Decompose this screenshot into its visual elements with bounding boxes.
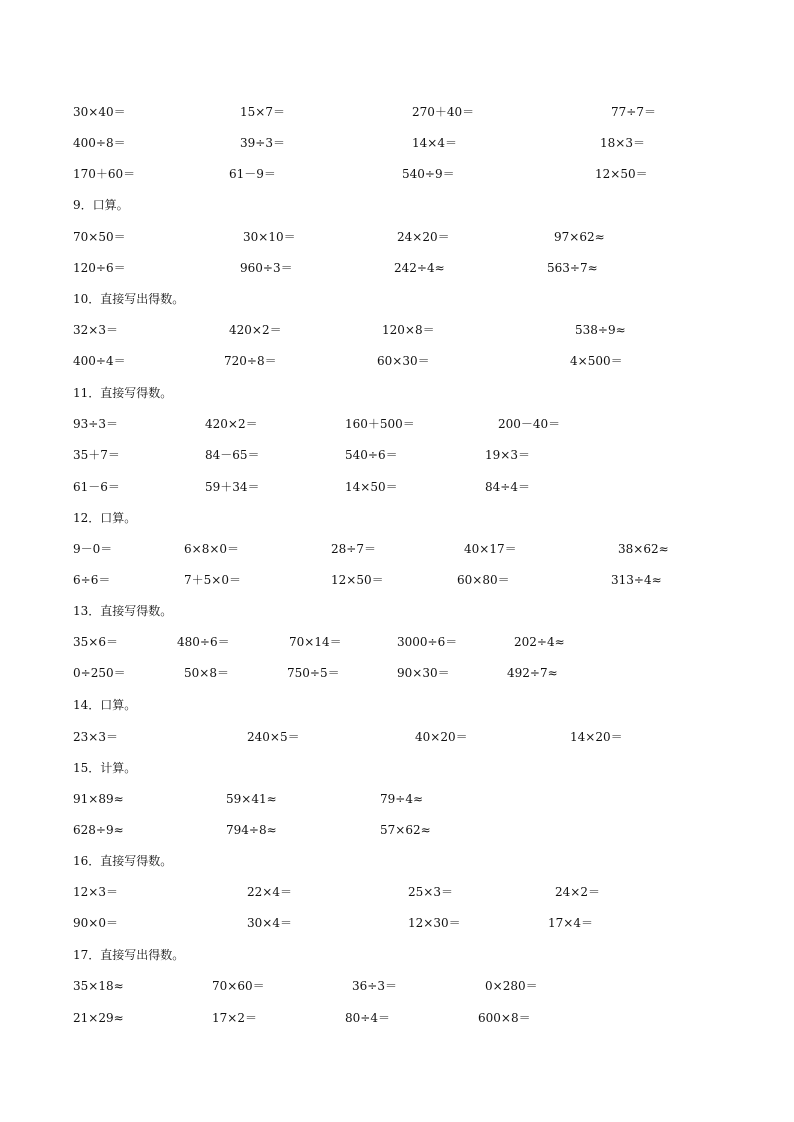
problem: 240×5＝ xyxy=(247,730,300,744)
section-title: 15．计算。 xyxy=(73,761,137,775)
problem: 120÷6＝ xyxy=(73,261,126,275)
problem-row xyxy=(0,882,794,902)
problem-row xyxy=(0,913,794,933)
problem: 32×3＝ xyxy=(73,323,118,337)
problem: 79÷4≈ xyxy=(380,792,424,806)
section-title: 17．直接写出得数。 xyxy=(73,948,185,962)
problem: 59＋34＝ xyxy=(205,480,260,494)
problem: 400÷4＝ xyxy=(73,354,126,368)
problem: 24×2＝ xyxy=(555,885,600,899)
problem: 160＋500＝ xyxy=(345,417,415,431)
problem: 15×7＝ xyxy=(240,105,285,119)
problem: 84÷4＝ xyxy=(485,480,530,494)
problem: 59×41≈ xyxy=(226,792,277,806)
problem: 794÷8≈ xyxy=(226,823,277,837)
problem-row xyxy=(0,102,794,122)
problem: 84－65＝ xyxy=(205,448,260,462)
problem-row xyxy=(0,539,794,559)
problem: 17×4＝ xyxy=(548,916,593,930)
problem: 242÷4≈ xyxy=(394,261,445,275)
section-title: 12．口算。 xyxy=(73,511,137,525)
section-title: 13．直接写得数。 xyxy=(73,604,173,618)
problem: 77÷7＝ xyxy=(611,105,656,119)
problem: 540÷9＝ xyxy=(402,167,455,181)
problem: 540÷6＝ xyxy=(345,448,398,462)
problem: 492÷7≈ xyxy=(507,666,558,680)
problem: 60×80＝ xyxy=(457,573,510,587)
problem: 4×500＝ xyxy=(570,354,623,368)
section-title: 14．口算。 xyxy=(73,698,137,712)
problem: 70×14＝ xyxy=(289,635,342,649)
problem: 600×8＝ xyxy=(478,1011,531,1025)
problem-row xyxy=(0,445,794,465)
problem-row xyxy=(0,258,794,278)
problem: 97×62≈ xyxy=(554,230,605,244)
problem-row xyxy=(0,1008,794,1028)
problem-row xyxy=(0,570,794,590)
problem: 628÷9≈ xyxy=(73,823,124,837)
problem: 6÷6＝ xyxy=(73,573,111,587)
problem: 23×3＝ xyxy=(73,730,118,744)
problem: 12×50＝ xyxy=(331,573,384,587)
problem: 7＋5×0＝ xyxy=(184,573,241,587)
problem: 960÷3＝ xyxy=(240,261,293,275)
problem-row xyxy=(0,477,794,497)
problem: 0÷250＝ xyxy=(73,666,126,680)
problem: 60×30＝ xyxy=(377,354,430,368)
problem: 61－6＝ xyxy=(73,480,120,494)
problem: 30×10＝ xyxy=(243,230,296,244)
problem: 36÷3＝ xyxy=(352,979,397,993)
problem-row xyxy=(0,414,794,434)
problem: 70×50＝ xyxy=(73,230,126,244)
problem: 30×40＝ xyxy=(73,105,126,119)
problem-row xyxy=(0,320,794,340)
problem: 14×50＝ xyxy=(345,480,398,494)
problem: 35×18≈ xyxy=(73,979,124,993)
problem: 21×29≈ xyxy=(73,1011,124,1025)
problem: 30×4＝ xyxy=(247,916,292,930)
section-title: 10．直接写出得数。 xyxy=(73,292,185,306)
section-title: 16．直接写得数。 xyxy=(73,854,173,868)
problem: 40×17＝ xyxy=(464,542,517,556)
problem: 90×30＝ xyxy=(397,666,450,680)
problem: 28÷7＝ xyxy=(331,542,376,556)
problem: 538÷9≈ xyxy=(575,323,626,337)
problem: 39÷3＝ xyxy=(240,136,285,150)
problem: 0×280＝ xyxy=(485,979,538,993)
problem: 19×3＝ xyxy=(485,448,530,462)
problem-row xyxy=(0,227,794,247)
problem: 14×20＝ xyxy=(570,730,623,744)
section-title: 11．直接写得数。 xyxy=(73,386,173,400)
problem-row xyxy=(0,632,794,652)
problem: 80÷4＝ xyxy=(345,1011,390,1025)
problem: 420×2＝ xyxy=(229,323,282,337)
problem: 6×8×0＝ xyxy=(184,542,240,556)
problem: 40×20＝ xyxy=(415,730,468,744)
problem: 313÷4≈ xyxy=(611,573,662,587)
problem-row xyxy=(0,820,794,840)
problem: 563÷7≈ xyxy=(547,261,598,275)
problem: 9－0＝ xyxy=(73,542,113,556)
problem-row xyxy=(0,789,794,809)
problem: 170＋60＝ xyxy=(73,167,136,181)
problem: 750÷5＝ xyxy=(287,666,340,680)
problem: 25×3＝ xyxy=(408,885,453,899)
problem: 14×4＝ xyxy=(412,136,457,150)
problem: 50×8＝ xyxy=(184,666,229,680)
problem: 57×62≈ xyxy=(380,823,431,837)
problem: 61－9＝ xyxy=(229,167,276,181)
problem: 17×2＝ xyxy=(212,1011,257,1025)
problem: 24×20＝ xyxy=(397,230,450,244)
problem: 480÷6＝ xyxy=(177,635,230,649)
problem: 35×6＝ xyxy=(73,635,118,649)
problem-row xyxy=(0,727,794,747)
problem: 22×4＝ xyxy=(247,885,292,899)
problem: 202÷4≈ xyxy=(514,635,565,649)
problem-row xyxy=(0,976,794,996)
problem: 420×2＝ xyxy=(205,417,258,431)
problem: 18×3＝ xyxy=(600,136,645,150)
problem: 38×62≈ xyxy=(618,542,669,556)
problem: 90×0＝ xyxy=(73,916,118,930)
problem: 91×89≈ xyxy=(73,792,124,806)
problem-row xyxy=(0,663,794,683)
problem: 35＋7＝ xyxy=(73,448,120,462)
problem: 12×3＝ xyxy=(73,885,118,899)
section-title: 9．口算。 xyxy=(73,198,129,212)
problem: 70×60＝ xyxy=(212,979,265,993)
problem-row xyxy=(0,164,794,184)
problem: 200－40＝ xyxy=(498,417,561,431)
problem: 12×50＝ xyxy=(595,167,648,181)
problem-row xyxy=(0,133,794,153)
problem: 400÷8＝ xyxy=(73,136,126,150)
problem-row xyxy=(0,351,794,371)
problem: 3000÷6＝ xyxy=(397,635,458,649)
problem: 93÷3＝ xyxy=(73,417,118,431)
problem: 120×8＝ xyxy=(382,323,435,337)
problem: 12×30＝ xyxy=(408,916,461,930)
problem: 270＋40＝ xyxy=(412,105,475,119)
problem: 720÷8＝ xyxy=(224,354,277,368)
